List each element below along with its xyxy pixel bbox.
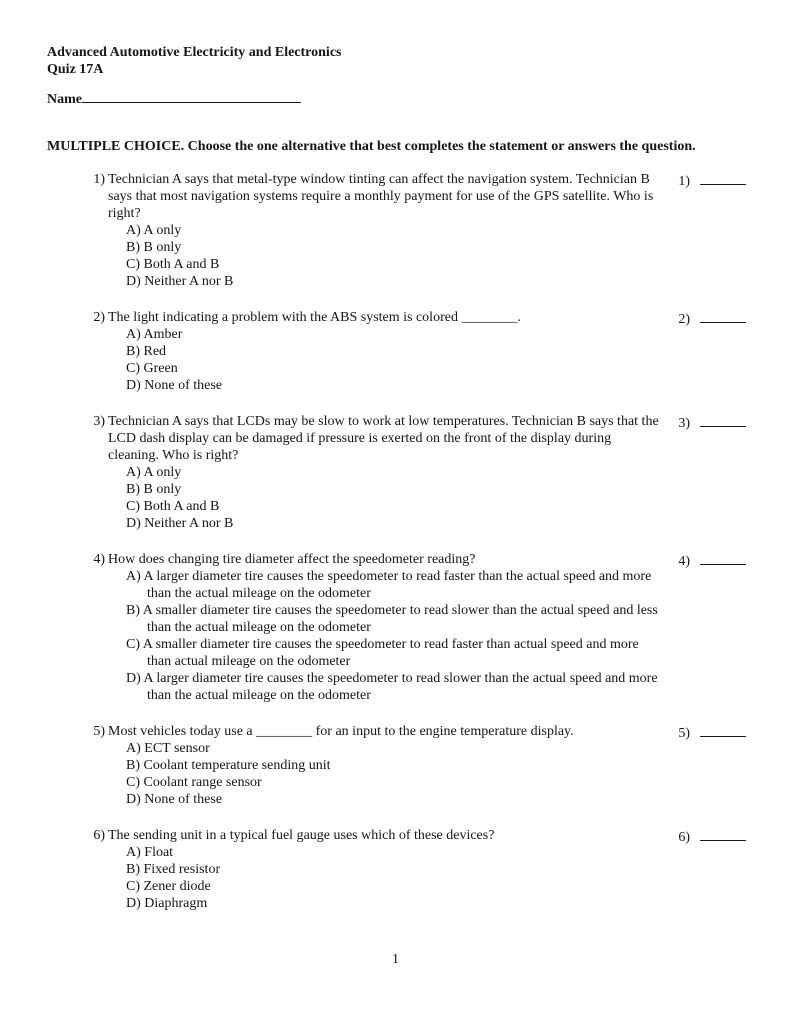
answer-number: 5) xyxy=(678,726,690,741)
question-content xyxy=(108,827,663,912)
option-text: Green xyxy=(143,361,178,376)
option-label: A) xyxy=(126,465,141,480)
option-label: A) xyxy=(126,327,141,342)
question xyxy=(91,551,746,704)
option xyxy=(108,498,663,515)
answer-blank-line xyxy=(700,551,746,565)
question xyxy=(91,413,746,532)
question-main xyxy=(91,309,663,394)
option-label: B) xyxy=(126,862,140,877)
option-text: B only xyxy=(143,482,182,497)
option xyxy=(108,895,663,912)
question-content xyxy=(108,723,663,808)
option xyxy=(108,878,663,895)
question xyxy=(91,827,746,912)
question-text: How does changing tire diameter affect the speedometer reading? xyxy=(108,552,476,567)
option xyxy=(108,326,663,343)
question-text: Technician A says that metal-type window tinting can affect the navigation system. Technician B says that most navigation systems require a monthly payment for use of the GPS satellite. Who is right? xyxy=(108,172,654,221)
answer-slot xyxy=(678,723,746,742)
option xyxy=(108,360,663,377)
option xyxy=(108,464,663,481)
answer-number: 2) xyxy=(678,312,690,327)
options xyxy=(108,222,663,290)
answer-number: 4) xyxy=(678,554,690,569)
question-text: The sending unit in a typical fuel gauge uses which of these devices? xyxy=(108,828,495,843)
option-label: B) xyxy=(126,482,140,497)
option-label: A) xyxy=(126,845,141,860)
question xyxy=(91,171,746,290)
question-main xyxy=(91,551,663,704)
question-number: 2) xyxy=(93,310,105,325)
option-text: Amber xyxy=(143,327,183,342)
name-label: Name xyxy=(47,92,82,107)
option xyxy=(108,377,663,394)
name-blank-line xyxy=(82,89,301,103)
question xyxy=(91,309,746,394)
option xyxy=(108,740,663,757)
option xyxy=(108,774,663,791)
option-label: C) xyxy=(126,499,140,514)
answer-blank-line xyxy=(700,309,746,323)
option-text: Neither A nor B xyxy=(144,516,234,531)
options xyxy=(108,844,663,912)
answer-number: 1) xyxy=(678,174,690,189)
question xyxy=(91,723,746,808)
option xyxy=(108,602,663,636)
option-label: C) xyxy=(126,879,140,894)
option-text: A larger diameter tire causes the speedometer to read faster than the actual speed and more than the actual mileage on the odometer xyxy=(143,569,652,601)
question-content xyxy=(108,171,663,290)
options xyxy=(108,326,663,394)
answer-slot xyxy=(678,551,746,570)
option-label: C) xyxy=(126,361,140,376)
option-text: Coolant range sensor xyxy=(143,775,262,790)
option-text: A only xyxy=(143,465,182,480)
option-text: Both A and B xyxy=(143,257,220,272)
page-number: 1 xyxy=(392,952,399,967)
option-text: Coolant temperature sending unit xyxy=(143,758,331,773)
option-text: ECT sensor xyxy=(144,741,210,756)
option-text: None of these xyxy=(144,378,223,393)
option-text: None of these xyxy=(144,792,223,807)
question-content xyxy=(108,413,663,532)
option-label: D) xyxy=(126,516,141,531)
option-text: Fixed resistor xyxy=(143,862,221,877)
option xyxy=(108,481,663,498)
option-label: D) xyxy=(126,274,141,289)
answer-blank-line xyxy=(700,723,746,737)
course-title: Advanced Automotive Electricity and Electronics xyxy=(47,45,342,60)
option xyxy=(108,239,663,256)
option-text: Red xyxy=(143,344,167,359)
option-label: D) xyxy=(126,896,141,911)
question-main xyxy=(91,723,663,808)
option-text: A only xyxy=(143,223,182,238)
option-label: D) xyxy=(126,378,141,393)
option-label: B) xyxy=(126,758,140,773)
option-text: Zener diode xyxy=(143,879,211,894)
option-label: B) xyxy=(126,344,140,359)
question-number: 5) xyxy=(93,724,105,739)
option xyxy=(108,273,663,290)
option xyxy=(108,670,663,704)
option-text: Diaphragm xyxy=(144,896,208,911)
option xyxy=(108,844,663,861)
option-label: D) xyxy=(126,792,141,807)
option xyxy=(108,343,663,360)
question-text: Most vehicles today use a ________ for an input to the engine temperature display. xyxy=(108,724,574,739)
option-label: C) xyxy=(126,775,140,790)
option-text: A larger diameter tire causes the speedometer to read slower than the actual speed and more than the actual mileage on the odometer xyxy=(143,671,658,703)
option-label: C) xyxy=(126,637,140,652)
option-label: A) xyxy=(126,223,141,238)
question-number: 1) xyxy=(93,172,105,187)
answer-blank-line xyxy=(700,171,746,185)
option-label: C) xyxy=(126,257,140,272)
option xyxy=(108,256,663,273)
option-label: A) xyxy=(126,569,141,584)
questions xyxy=(47,171,746,912)
option-label: B) xyxy=(126,240,140,255)
option xyxy=(108,757,663,774)
option-text: Float xyxy=(144,845,174,860)
answer-number: 6) xyxy=(678,830,690,845)
option xyxy=(108,791,663,808)
option xyxy=(108,515,663,532)
options xyxy=(108,740,663,808)
answer-slot xyxy=(678,413,746,432)
question-content xyxy=(108,309,663,394)
options xyxy=(108,568,663,704)
name-row xyxy=(47,89,746,108)
option-text: Neither A nor B xyxy=(144,274,234,289)
option-label: D) xyxy=(126,671,141,686)
answer-slot xyxy=(678,171,746,190)
question-text: The light indicating a problem with the ABS system is colored ________. xyxy=(108,310,521,325)
option xyxy=(108,222,663,239)
answer-slot xyxy=(678,309,746,328)
question-text: Technician A says that LCDs may be slow to work at low temperatures. Technician B says that the LCD dash display can be damaged if pressure is exerted on the front of the display during cleaning. Who is right? xyxy=(108,414,659,463)
option xyxy=(108,568,663,602)
option xyxy=(108,636,663,670)
question-number: 6) xyxy=(93,828,105,843)
option-text: A smaller diameter tire causes the speedometer to read slower than the actual speed and less than the actual mileage on the odometer xyxy=(142,603,658,635)
instructions: MULTIPLE CHOICE. Choose the one alternative that best completes the statement or answers the question. xyxy=(47,139,696,154)
answer-blank-line xyxy=(700,413,746,427)
option-text: B only xyxy=(143,240,182,255)
question-main xyxy=(91,413,663,532)
option-label: A) xyxy=(126,741,141,756)
answer-blank-line xyxy=(700,827,746,841)
answer-slot xyxy=(678,827,746,846)
question-number: 4) xyxy=(93,552,105,567)
question-content xyxy=(108,551,663,704)
question-number: 3) xyxy=(93,414,105,429)
quiz-title: Quiz 17A xyxy=(47,62,104,77)
option-label: B) xyxy=(126,603,140,618)
answer-number: 3) xyxy=(678,416,690,431)
option xyxy=(108,861,663,878)
question-main xyxy=(91,827,663,912)
option-text: A smaller diameter tire causes the speedometer to read faster than actual speed and more than actual mileage on the odometer xyxy=(142,637,639,669)
option-text: Both A and B xyxy=(143,499,220,514)
question-main xyxy=(91,171,663,290)
options xyxy=(108,464,663,532)
